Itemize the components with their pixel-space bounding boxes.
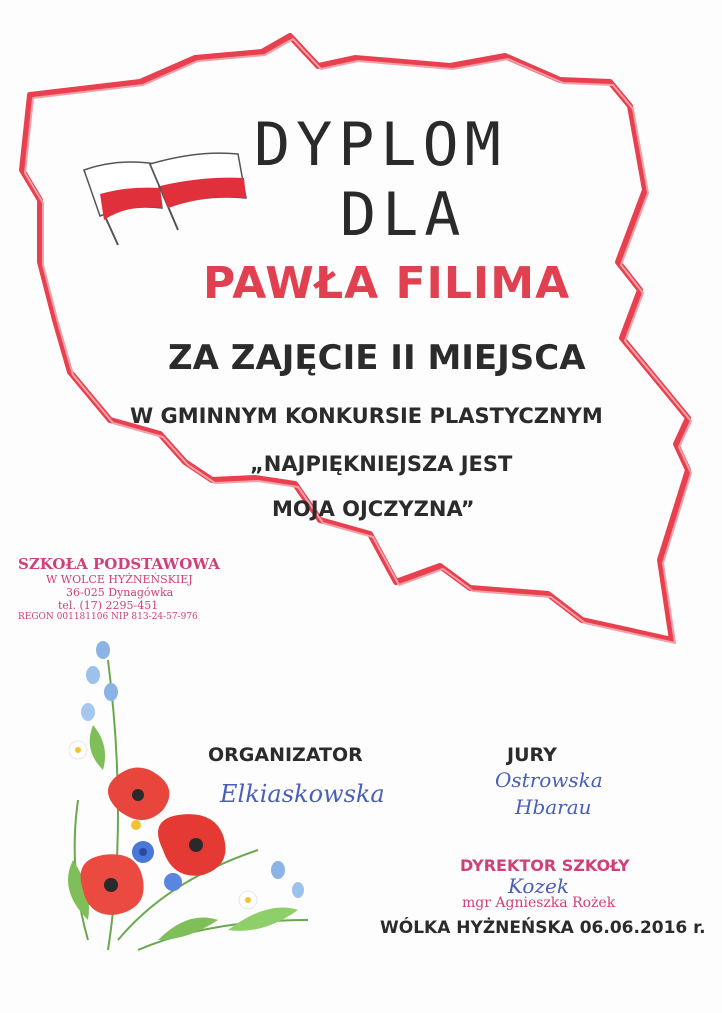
stamp-address: 36-025 Dynagówka — [66, 586, 174, 599]
title-line-1: DYPLOM — [254, 110, 507, 180]
director-label: DYREKTOR SZKOŁY — [460, 856, 630, 875]
contest-line-3: MOJA OJCZYZNA” — [272, 497, 475, 521]
recipient-name: PAWŁA FILIMA — [203, 258, 571, 309]
stamp-phone: tel. (17) 2295-451 — [58, 599, 159, 612]
place-and-date: WÓLKA HYŻNEŃSKA 06.06.2016 r. — [380, 918, 706, 938]
achievement-line: ZA ZAJĘCIE II MIEJSCA — [168, 338, 586, 378]
organizer-label: ORGANIZATOR — [208, 744, 363, 766]
stamp-registry: REGON 001181106 NIP 813-24-57-976 — [18, 612, 198, 622]
director-name: mgr Agnieszka Rożek — [462, 895, 616, 911]
school-stamp — [18, 555, 238, 622]
stamp-school-location: W WOLCE HYŻNEŃSKIEJ — [46, 573, 193, 586]
contest-line-1: W GMINNYM KONKURSIE PLASTYCZNYM — [130, 404, 603, 428]
contest-line-2: „NAJPIĘKNIEJSZA JEST — [250, 452, 513, 476]
jury-signature-2: Hbarau — [515, 795, 592, 819]
organizer-signature: Elkiaskowska — [220, 780, 385, 808]
jury-signature-1: Ostrowska — [495, 768, 603, 792]
stamp-school-name: SZKOŁA PODSTAWOWA — [18, 555, 220, 573]
director-signature: Kozek — [508, 874, 569, 898]
jury-label: JURY — [507, 744, 557, 766]
title-line-2: DLA — [340, 180, 467, 250]
polish-flags-icon — [78, 150, 258, 250]
